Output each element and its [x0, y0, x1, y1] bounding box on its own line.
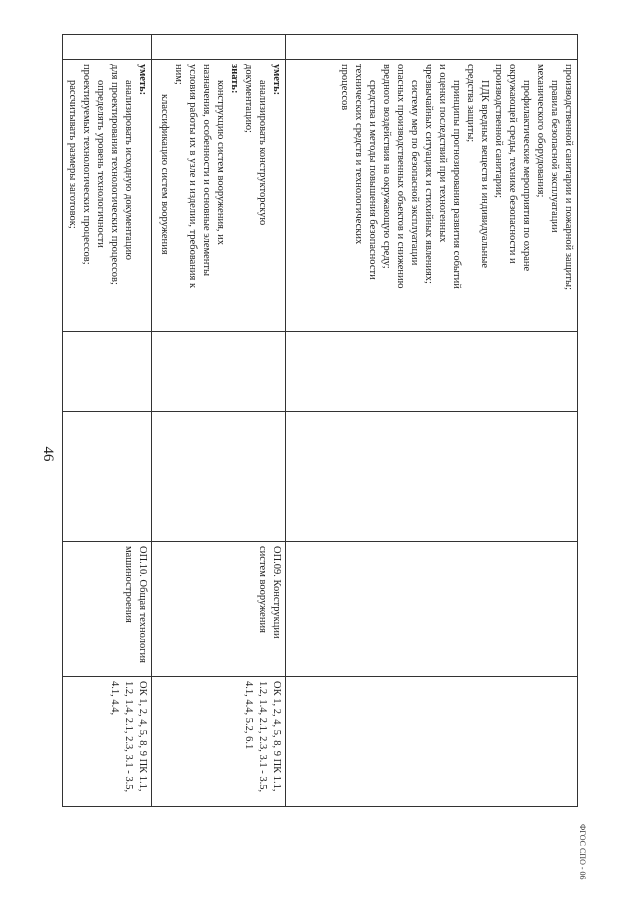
empty-cell	[152, 35, 286, 60]
content-line: окружающей среды, технике безопасности и	[507, 64, 518, 264]
content-line: анализировать исходную документацию	[123, 80, 134, 261]
discipline-name: ОП.10. Общая технология машиностроения	[123, 546, 148, 664]
competency-codes: ОК 1, 2, 4, 5, 8, 9 ПК 1.1, 1.2, 1.4, 2.1, 2.3, 3.1 - 3.5, 4.1, 4.4, 5.2, 6.1	[243, 681, 282, 793]
empty-cell	[286, 412, 578, 542]
competency-codes: ОК 1, 2, 4, 5, 8, 9 ПК 1.1, 1.2, 1.4, 2.1, 2.3, 3.1 - 3.5, 4.1, 4.4,	[109, 681, 148, 793]
empty-cell	[63, 412, 152, 542]
discipline-cell	[152, 542, 286, 677]
content-line: вредного воздействия на окружающую среду;	[381, 64, 392, 269]
content-line: систему мер по безопасной эксплуатации	[409, 80, 420, 266]
page-number: 46	[40, 446, 56, 462]
empty-cell	[152, 412, 286, 542]
content-line: правила безопасной эксплуатации	[549, 80, 560, 233]
content-line: средства защиты;	[465, 64, 476, 143]
content-line: для проектирования технологических процессов;	[109, 64, 120, 285]
content-line: механического оборудования;	[535, 64, 546, 198]
content-line: опасных производственных объектов и снижению	[395, 64, 406, 289]
footer-code: ФГОС СПО - 06	[578, 824, 587, 880]
content-line: ним;	[173, 64, 184, 85]
content-line: проектируемых технологических процессов;	[81, 64, 92, 265]
content-line: технических средств и технологических	[353, 64, 364, 245]
competency-table	[62, 34, 578, 807]
rotated-table-frame	[67, 34, 578, 806]
content-line: определять уровень технологичности	[95, 80, 106, 248]
discipline-name: ОП.09. Конструкции систем вооружения	[257, 546, 282, 639]
content-line: знать:	[229, 64, 240, 94]
content-line: производственной санитарии и пожарной защиты;	[563, 64, 574, 290]
table-row-continuation	[286, 35, 578, 807]
content-line: профилактические мероприятия по охране	[521, 80, 532, 272]
content-cell	[152, 60, 286, 332]
table-row-op09	[152, 35, 286, 807]
content-line: уметь:	[271, 64, 282, 96]
content-line: рассчитывать размеры заготовок;	[67, 80, 78, 229]
competency-cell	[63, 677, 152, 807]
content-line: условия работы их в узле и изделии, требования к	[187, 64, 198, 289]
content-line: производственной санитарии;	[493, 64, 504, 199]
empty-cell	[286, 332, 578, 412]
content-line: ПДК вредных веществ и индивидуальные	[479, 80, 490, 268]
content-line: процессов	[339, 64, 350, 111]
content-line: принципы прогнозирования развития событий	[451, 80, 462, 289]
empty-cell	[152, 332, 286, 412]
empty-cell	[63, 35, 152, 60]
content-line: уметь:	[137, 64, 148, 96]
empty-cell	[286, 542, 578, 677]
content-line: документацию;	[243, 64, 254, 133]
content-line: средства и методы повышения безопасности	[367, 80, 378, 280]
content-cell	[63, 60, 152, 332]
empty-cell	[286, 677, 578, 807]
content-line: чрезвычайных ситуациях и стихийных явлениях;	[423, 64, 434, 284]
content-line: назначения, особенности и основные элементы	[201, 64, 212, 277]
content-line: классификацию систем вооружения	[159, 94, 170, 255]
table-row-op10	[63, 35, 152, 807]
content-line: конструкцию систем вооружения, их	[215, 80, 226, 246]
content-cell	[286, 60, 578, 332]
empty-cell	[286, 35, 578, 60]
content-line: анализировать конструкторскую	[257, 80, 268, 226]
empty-cell	[63, 332, 152, 412]
competency-cell	[152, 677, 286, 807]
discipline-cell	[63, 542, 152, 677]
content-line: и оценки последствий при техногенных	[437, 64, 448, 243]
